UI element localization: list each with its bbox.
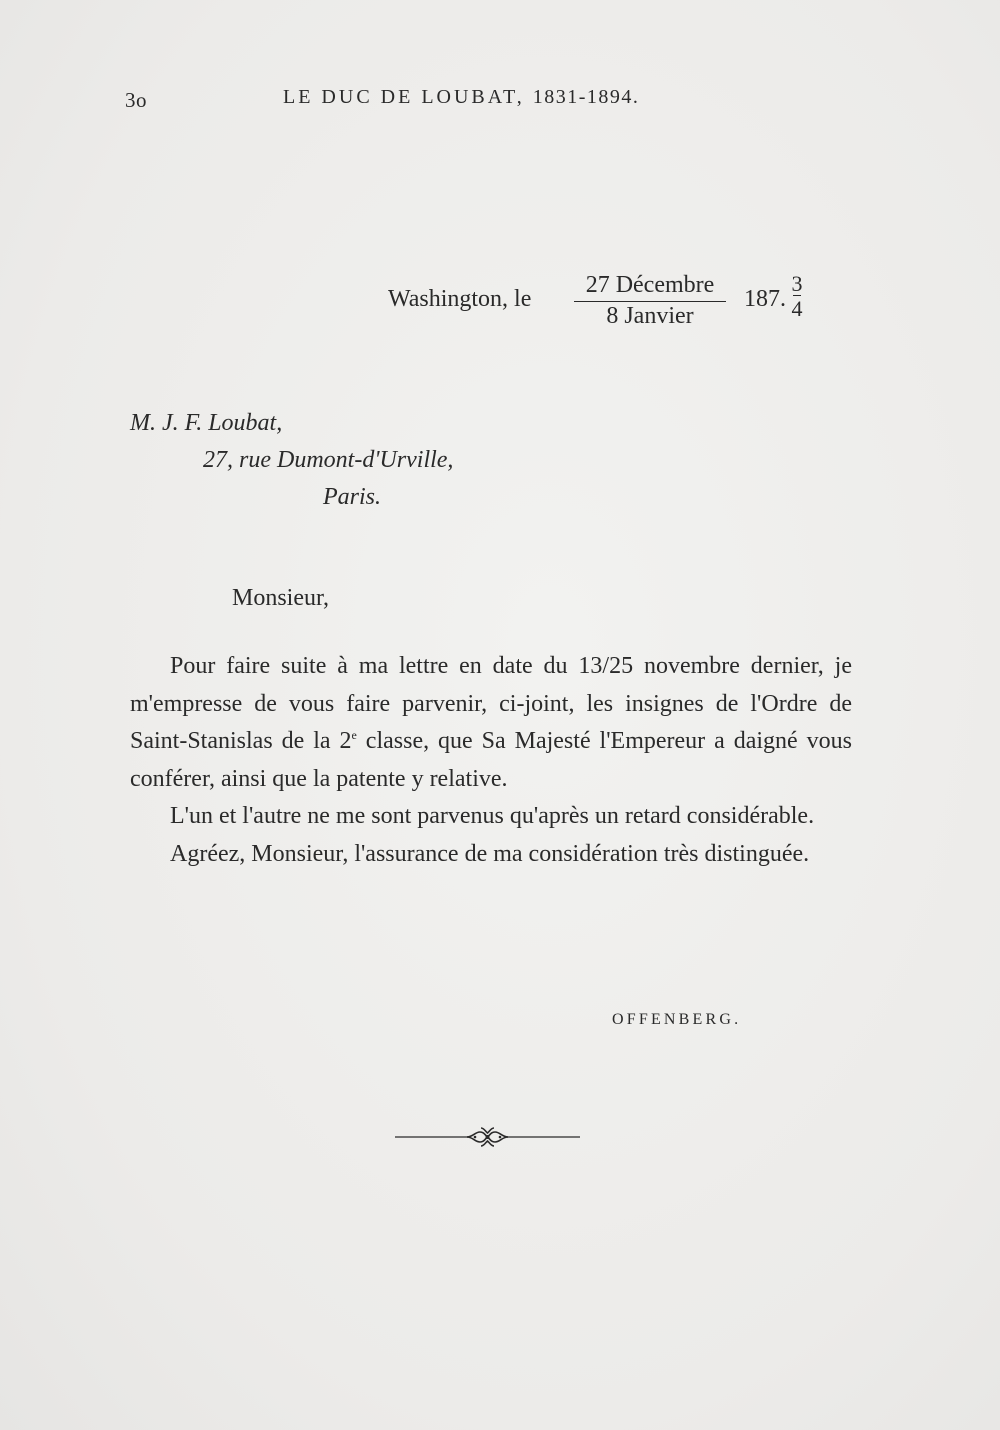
paragraph-1-text-cont: classe, que Sa Majesté l'Empereur a daigné vous conférer, ainsi que la patente y relative. [130, 728, 852, 792]
page-number: 3o [125, 88, 147, 112]
paragraph-1-text: Pour faire suite à ma lettre en date du 13/25 novembre dernier, je m'empresse de vous faire parvenir, ci-joint, les insignes de l'Ordre de Saint-Stanislas de la 2 [130, 653, 852, 754]
dateline-year-bottom: 4 [791, 296, 803, 321]
address-name: M. J. F. Loubat, [130, 410, 283, 436]
signature: OFFENBERG. [612, 1011, 742, 1028]
dateline-dual-date [574, 272, 726, 330]
salutation: Monsieur, [232, 585, 330, 611]
address-city: Paris. [323, 484, 382, 510]
dateline-year-fraction [788, 272, 806, 322]
letter-paragraph-1 [130, 648, 852, 798]
letter-paragraph-3: Agréez, Monsieur, l'assurance de ma considération très distinguée. [170, 840, 810, 867]
dateline-gregorian-date: 8 Janvier [606, 303, 694, 329]
dateline-place: Washington, le [388, 286, 532, 312]
fleuron-ornament-icon [395, 1125, 580, 1149]
dateline [388, 272, 828, 342]
running-title-name: LE DUC DE LOUBAT, [283, 86, 525, 108]
address-street: 27, rue Dumont-d'Urville, [203, 447, 454, 473]
dateline-julian-date: 27 Décembre [574, 272, 726, 302]
dateline-year-top: 3 [791, 271, 803, 296]
running-title-years: 1831-1894. [532, 86, 640, 108]
dateline-year: 187. [744, 286, 786, 312]
running-title [283, 86, 639, 109]
letter-body [130, 648, 852, 873]
ordinal-superscript: e [351, 728, 357, 742]
letter-paragraph-2: L'un et l'autre ne me sont parvenus qu'après un retard considérable. [170, 803, 815, 829]
